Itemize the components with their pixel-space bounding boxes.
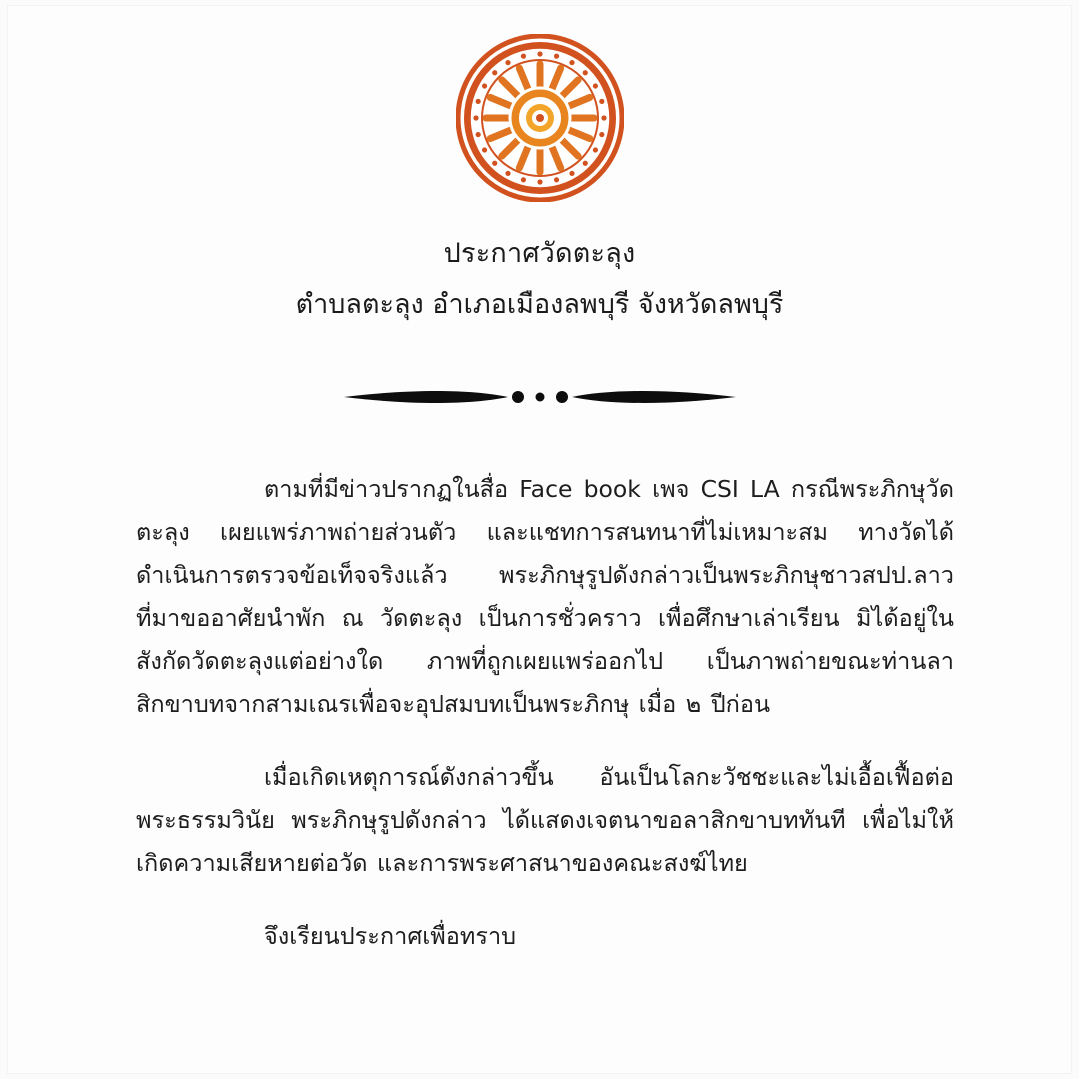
- page-subtitle: ตำบลตะลุง อำเภอเมืองลพบุรี จังหวัดลพบุรี: [295, 288, 784, 320]
- page-title: ประกาศวัดตะลุง: [443, 238, 636, 269]
- paragraph-closing: จึงเรียนประกาศเพื่อทราบ: [264, 922, 517, 950]
- document-body: [136, 468, 954, 958]
- emblem-container: [8, 34, 1071, 206]
- paragraph-2: เมื่อเกิดเหตุการณ์ดังกล่าวขึ้น อันเป็นโลกะวัชชะและไม่เอื้อเฟื้อต่อพระธรรมวินัย พระภิกษุรูปดังกล่าว ได้แสดงเจตนาขอลาสิกขาบททันที เพื่อไม่ให้เกิดความเสียหายต่อวัด และการพระศาสนาของคณะสงฆ์ไทย: [136, 763, 954, 877]
- document-sheet: [8, 6, 1071, 1073]
- ornamental-divider-icon: [8, 384, 1071, 410]
- dharma-wheel-emblem-icon: [456, 34, 624, 202]
- paragraph-1: ตามที่มีข่าวปรากฏในสื่อ Face book เพจ CSI LA กรณีพระภิกษุวัดตะลุง เผยแพร่ภาพถ่ายส่วนตัว และแชทการสนทนาที่ไม่เหมาะสม ทางวัดได้ดำเนินการตรวจข้อเท็จจริงแล้ว พระภิกษุรูปดังกล่าวเป็นพระภิกษุชาวสปป.ลาว ที่มาขออาศัยนำพัก ณ วัดตะลุง เป็นการชั่วคราว เพื่อศึกษาเล่าเรียน มิได้อยู่ในสังกัดวัดตะลุงแต่อย่างใด ภาพที่ถูกเผยแพร่ออกไป เป็นภาพถ่ายขณะท่านลาสิกขาบทจากสามเณรเพื่อจะอุปสมบทเป็นพระภิกษุ เมื่อ ๒ ปีก่อน: [136, 475, 954, 718]
- document-heading: [8, 234, 1071, 325]
